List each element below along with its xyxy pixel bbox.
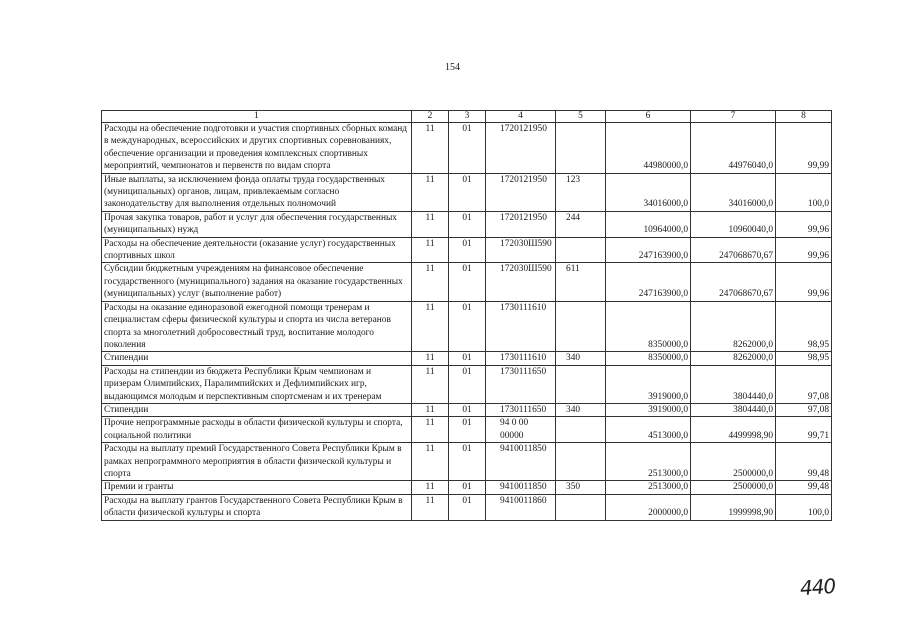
planned-amount: 4513000,0 xyxy=(606,417,691,443)
column-header: 7 xyxy=(691,111,776,123)
subsection-code: 01 xyxy=(449,494,486,520)
target-code: 1730111650 xyxy=(486,365,556,403)
section-code: 11 xyxy=(412,173,449,211)
actual-amount: 8262000,0 xyxy=(691,301,776,352)
actual-amount: 8262000,0 xyxy=(691,352,776,365)
section-code: 11 xyxy=(412,443,449,481)
expense-name: Расходы на обеспечение подготовки и участия спортивных сборных команд в международных, всероссийских и других спортивных соревнованиях, обеспечение организации и проведения комплексных спортивных мероприятий, чемпионатов и первенств по видам спорта xyxy=(102,123,412,174)
planned-amount: 2000000,0 xyxy=(606,494,691,520)
actual-amount: 10960040,0 xyxy=(691,211,776,237)
execution-percent: 99,48 xyxy=(776,443,832,481)
expense-type-code xyxy=(556,301,606,352)
subsection-code: 01 xyxy=(449,123,486,174)
target-code: 1730111650 xyxy=(486,403,556,416)
expense-name: Стипендии xyxy=(102,352,412,365)
planned-amount: 44980000,0 xyxy=(606,123,691,174)
table-row xyxy=(102,173,832,211)
section-code: 11 xyxy=(412,263,449,301)
execution-percent: 98,95 xyxy=(776,301,832,352)
subsection-code: 01 xyxy=(449,263,486,301)
table-row xyxy=(102,403,832,416)
actual-amount: 2500000,0 xyxy=(691,443,776,481)
expense-name: Расходы на выплату премий Государственного Совета Республики Крым в рамках непрограммного мероприятия в области физической культуры и спорта xyxy=(102,443,412,481)
expense-name: Прочая закупка товаров, работ и услуг для обеспечения государственных (муниципальных) нужд xyxy=(102,211,412,237)
expense-type-code xyxy=(556,443,606,481)
expense-type-code xyxy=(556,123,606,174)
expense-type-code xyxy=(556,365,606,403)
table-row xyxy=(102,123,832,174)
column-header: 5 xyxy=(556,111,606,123)
execution-percent: 97,08 xyxy=(776,403,832,416)
subsection-code: 01 xyxy=(449,352,486,365)
expense-name: Стипендии xyxy=(102,403,412,416)
execution-percent: 99,48 xyxy=(776,481,832,494)
expense-type-code: 340 xyxy=(556,403,606,416)
table-row xyxy=(102,263,832,301)
table-row xyxy=(102,481,832,494)
expense-type-code xyxy=(556,494,606,520)
target-code: 94 0 00 00000 xyxy=(486,417,556,443)
expense-type-code: 350 xyxy=(556,481,606,494)
table-row xyxy=(102,443,832,481)
target-code: 1730111610 xyxy=(486,352,556,365)
handwritten-page-number: 440 xyxy=(799,573,836,601)
section-code: 11 xyxy=(412,352,449,365)
expense-type-code: 611 xyxy=(556,263,606,301)
subsection-code: 01 xyxy=(449,173,486,211)
table-row xyxy=(102,237,832,263)
execution-percent: 97,08 xyxy=(776,365,832,403)
column-header: 6 xyxy=(606,111,691,123)
expense-name: Расходы на стипендии из бюджета Республики Крым чемпионам и призерам Олимпийских, Паралимпийских и Дефлимпийских игр, выдающимся молодым и перспективным спортсменам и их тренерам xyxy=(102,365,412,403)
expense-name: Расходы на обеспечение деятельности (оказание услуг) государственных спортивных школ xyxy=(102,237,412,263)
expense-name: Прочие непрограммные расходы в области физической культуры и спорта, социальной политики xyxy=(102,417,412,443)
expense-type-code xyxy=(556,417,606,443)
actual-amount: 3804440,0 xyxy=(691,365,776,403)
actual-amount: 34016000,0 xyxy=(691,173,776,211)
planned-amount: 2513000,0 xyxy=(606,443,691,481)
planned-amount: 247163900,0 xyxy=(606,263,691,301)
section-code: 11 xyxy=(412,123,449,174)
subsection-code: 01 xyxy=(449,417,486,443)
section-code: 11 xyxy=(412,494,449,520)
target-code: 1720121950 xyxy=(486,211,556,237)
table-row xyxy=(102,301,832,352)
table-row xyxy=(102,352,832,365)
actual-amount: 1999998,90 xyxy=(691,494,776,520)
expense-name: Премии и гранты xyxy=(102,481,412,494)
column-header: 2 xyxy=(412,111,449,123)
execution-percent: 99,96 xyxy=(776,211,832,237)
expense-type-code xyxy=(556,237,606,263)
execution-percent: 100,0 xyxy=(776,494,832,520)
planned-amount: 3919000,0 xyxy=(606,403,691,416)
target-code: 172030Ш590 xyxy=(486,237,556,263)
execution-percent: 98,95 xyxy=(776,352,832,365)
table-row xyxy=(102,417,832,443)
target-code: 1720121950 xyxy=(486,173,556,211)
expense-name: Расходы на выплату грантов Государственного Совета Республики Крым в области физической культуры и спорта xyxy=(102,494,412,520)
target-code: 1730111610 xyxy=(486,301,556,352)
target-code: 1720121950 xyxy=(486,123,556,174)
column-header: 3 xyxy=(449,111,486,123)
section-code: 11 xyxy=(412,417,449,443)
section-code: 11 xyxy=(412,365,449,403)
planned-amount: 34016000,0 xyxy=(606,173,691,211)
budget-table xyxy=(101,110,832,521)
target-code: 172030Ш590 xyxy=(486,263,556,301)
subsection-code: 01 xyxy=(449,211,486,237)
section-code: 11 xyxy=(412,211,449,237)
expense-name: Иные выплаты, за исключением фонда оплаты труда государственных (муниципальных) органов, лицам, привлекаемым согласно законодательству для выполнения отдельных полномочий xyxy=(102,173,412,211)
section-code: 11 xyxy=(412,301,449,352)
execution-percent: 100,0 xyxy=(776,173,832,211)
actual-amount: 2500000,0 xyxy=(691,481,776,494)
planned-amount: 8350000,0 xyxy=(606,352,691,365)
expense-type-code: 340 xyxy=(556,352,606,365)
table-row xyxy=(102,211,832,237)
subsection-code: 01 xyxy=(449,237,486,263)
actual-amount: 44976040,0 xyxy=(691,123,776,174)
target-code: 9410011860 xyxy=(486,494,556,520)
target-code: 9410011850 xyxy=(486,443,556,481)
expense-name: Расходы на оказание единоразовой ежегодной помощи тренерам и специалистам сферы физической культуры и спорта из числа ветеранов спорта за многолетний добросовестный труд, воспитание молодого поколения xyxy=(102,301,412,352)
planned-amount: 247163900,0 xyxy=(606,237,691,263)
subsection-code: 01 xyxy=(449,403,486,416)
execution-percent: 99,71 xyxy=(776,417,832,443)
target-code: 9410011850 xyxy=(486,481,556,494)
actual-amount: 247068670,67 xyxy=(691,263,776,301)
execution-percent: 99,96 xyxy=(776,237,832,263)
subsection-code: 01 xyxy=(449,365,486,403)
expense-type-code: 123 xyxy=(556,173,606,211)
section-code: 11 xyxy=(412,237,449,263)
expense-type-code: 244 xyxy=(556,211,606,237)
table-header-row xyxy=(102,111,832,123)
subsection-code: 01 xyxy=(449,301,486,352)
column-header: 4 xyxy=(486,111,556,123)
section-code: 11 xyxy=(412,403,449,416)
subsection-code: 01 xyxy=(449,443,486,481)
section-code: 11 xyxy=(412,481,449,494)
page-number: 154 xyxy=(445,62,460,73)
actual-amount: 4499998,90 xyxy=(691,417,776,443)
column-header: 1 xyxy=(102,111,412,123)
actual-amount: 3804440,0 xyxy=(691,403,776,416)
planned-amount: 3919000,0 xyxy=(606,365,691,403)
planned-amount: 2513000,0 xyxy=(606,481,691,494)
column-header: 8 xyxy=(776,111,832,123)
expense-name: Субсидии бюджетным учреждениям на финансовое обеспечение государственного (муниципального) задания на оказание государственных (муниципальных) услуг (выполнение работ) xyxy=(102,263,412,301)
table-row xyxy=(102,365,832,403)
subsection-code: 01 xyxy=(449,481,486,494)
actual-amount: 247068670,67 xyxy=(691,237,776,263)
planned-amount: 10964000,0 xyxy=(606,211,691,237)
planned-amount: 8350000,0 xyxy=(606,301,691,352)
execution-percent: 99,99 xyxy=(776,123,832,174)
execution-percent: 99,96 xyxy=(776,263,832,301)
table-row xyxy=(102,494,832,520)
